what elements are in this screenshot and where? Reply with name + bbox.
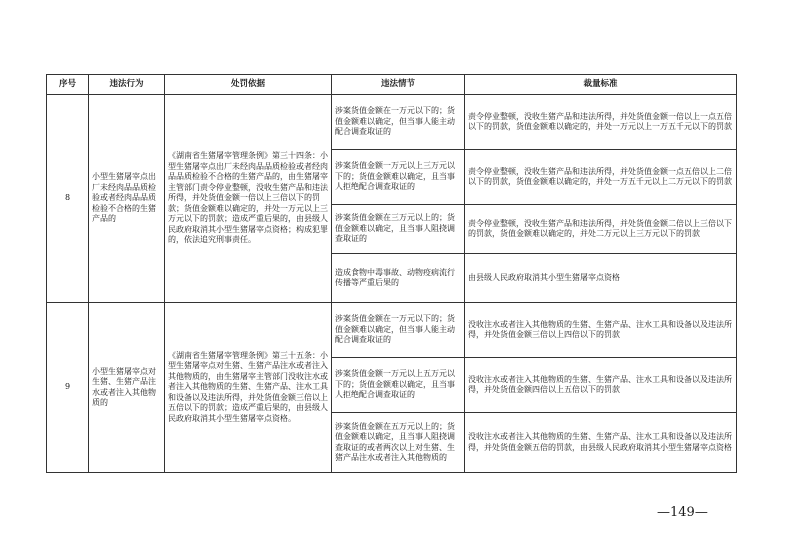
header-number: 序号 bbox=[47, 75, 89, 95]
header-circumstance: 违法情节 bbox=[332, 75, 465, 95]
circumstance-cell: 涉案货值金额在五万元以上的；货值金额难以确定，且当事人阻挠调查取证的或者两次以上对生猪、生猪产品注水或者注入其他物质的 bbox=[332, 413, 465, 473]
circumstance-cell: 造成食物中毒事故、动物疫病流行传播等严重后果的 bbox=[332, 254, 465, 303]
circumstance-cell: 涉案货值金额在三万元以上的；货值金额难以确定，且当事人阻挠调查取证的 bbox=[332, 205, 465, 254]
penalty-table bbox=[46, 74, 737, 473]
circumstance-cell: 涉案货值金额在一万元以下的；货值金额难以确定，但当事人能主动配合调查取证的 bbox=[332, 303, 465, 358]
standard-cell: 没收注水或者注入其他物质的生猪、生猪产品、注水工具和设备以及违法所得，并处货值金额三倍以上四倍以下的罚款 bbox=[465, 303, 737, 358]
row-number: 9 bbox=[47, 303, 89, 473]
table-header-row bbox=[47, 75, 737, 95]
standard-cell: 没收注水或者注入其他物质的生猪、生猪产品、注水工具和设备以及违法所得，并处货值金额四倍以上五倍以下的罚款 bbox=[465, 358, 737, 413]
table-row bbox=[47, 303, 737, 358]
row-number: 8 bbox=[47, 95, 89, 303]
circumstance-cell: 涉案货值金额在一万元以下的；货值金额难以确定，但当事人能主动配合调查取证的 bbox=[332, 95, 465, 150]
standard-cell: 由县级人民政府取消其小型生猪屠宰点资格 bbox=[465, 254, 737, 303]
circumstance-cell: 涉案货值金额一万元以上三万元以下的；货值金额难以确定，且当事人拒绝配合调查取证的 bbox=[332, 150, 465, 205]
penalty-basis: 《湖南省生猪屠宰管理条例》第三十四条：小型生猪屠宰点出厂未经肉品品质检验或者经肉品品质检验不合格的生猪产品的，由生猪屠宰主管部门责令停业整顿，没收生猪产品和违法所得，并处货值金额一倍以上三倍以下的罚款；货值金额难以确定的，并处一万元以上三万元以下的罚款；造成严重后果的，由县级人民政府取消其小型生猪屠宰点资格；构成犯罪的，依法追究刑事责任。 bbox=[165, 95, 332, 303]
standard-cell: 责令停业整顿，没收生猪产品和违法所得，并处货值金额一倍以上一点五倍以下的罚款，货值金额难以确定的，并处一万元以上一万五千元以下的罚款 bbox=[465, 95, 737, 150]
header-basis: 处罚依据 bbox=[165, 75, 332, 95]
standard-cell: 责令停业整顿，没收生猪产品和违法所得，并处货值金额二倍以上三倍以下的罚款，货值金额难以确定的，并处二万元以上三万元以下的罚款 bbox=[465, 205, 737, 254]
standard-cell: 责令停业整顿，没收生猪产品和违法所得，并处货值金额一点五倍以上二倍以下的罚款，货值金额难以确定的，并处一万五千元以上二万元以下的罚款 bbox=[465, 150, 737, 205]
table-row bbox=[47, 95, 737, 150]
penalty-basis: 《湖南省生猪屠宰管理条例》第三十五条：小型生猪屠宰点对生猪、生猪产品注水或者注入其他物质的，由生猪屠宰主管部门没收注水或者注入其他物质的生猪、生猪产品、注水工具和设备以及违法所得，并处货值金额三倍以上五倍以下的罚款；造成严重后果的，由县级人民政府取消其小型生猪屠宰点资格。 bbox=[165, 303, 332, 473]
violation-act: 小型生猪屠宰点出厂未经肉品品质检验或者经肉品品质检验不合格的生猪产品的 bbox=[89, 95, 165, 303]
standard-cell: 没收注水或者注入其他物质的生猪、生猪产品、注水工具和设备以及违法所得，并处货值金额五倍的罚款，由县级人民政府取消其小型生猪屠宰点资格 bbox=[465, 413, 737, 473]
header-violation: 违法行为 bbox=[89, 75, 165, 95]
violation-act: 小型生猪屠宰点对生猪、生猪产品注水或者注入其他物质的 bbox=[89, 303, 165, 473]
page-number: —149— bbox=[657, 505, 708, 520]
header-standard: 裁量标准 bbox=[465, 75, 737, 95]
circumstance-cell: 涉案货值金额一万元以上五万元以下的；货值金额难以确定，且当事人拒绝配合调查取证的 bbox=[332, 358, 465, 413]
